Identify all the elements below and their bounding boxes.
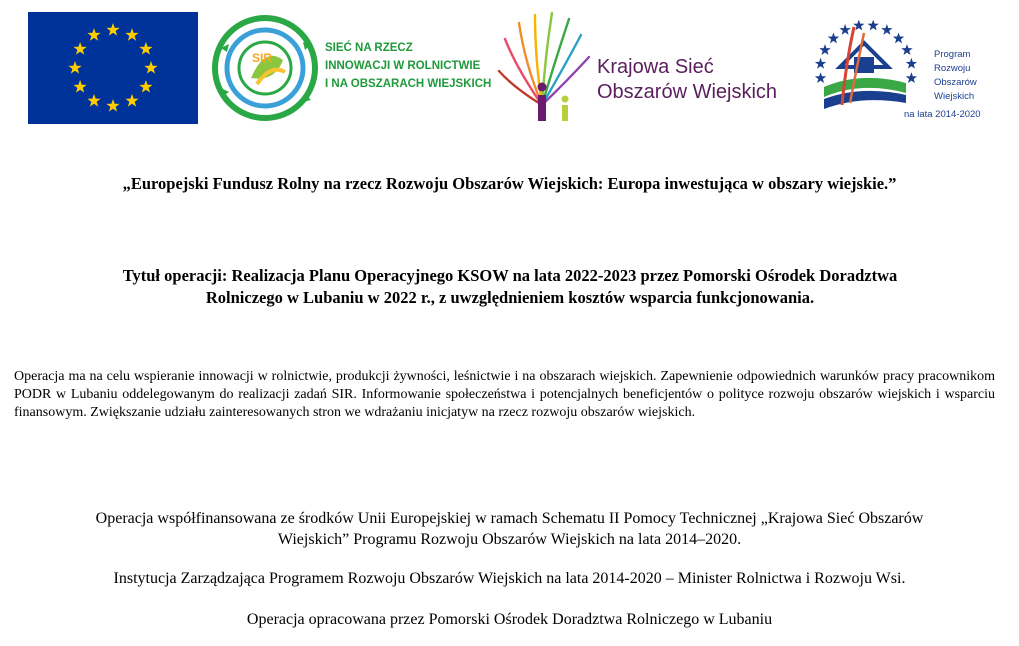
- prow-star: [906, 72, 917, 83]
- ksow-logo: [497, 9, 792, 127]
- prow-line-4: Wiejskich: [934, 91, 975, 102]
- ksow-name-line-2: Obszarów Wiejskich: [597, 81, 778, 103]
- operation-description: Operacja ma na celu wspieranie innowacji w rolnictwie, produkcji żywności, leśnictwie i na obszarach wiejskich. Zapewnienie odpowiednich warunków pracy pracownikom PODR w Lubaniu oddelegowanym do realizacji zadań SIR. Informowanie społeczeństwa i potencjalnych beneficjentów o polityce rozwoju obszarów wiejskich i wsparciu finansowym. Zwiększanie udziału zainteresowanych stron we wdrażaniu inicjatyw na rzecz rozwoju obszarów wiejskich.: [14, 369, 995, 420]
- sir-caption-line-1: SIEĆ NA RZECZ: [325, 42, 413, 54]
- program-motto: „Europejski Fundusz Rolny na rzecz Rozwoju Obszarów Wiejskich: Europa inwestująca w obszary wiejskie.”: [122, 174, 897, 193]
- prepared-by: Operacja opracowana przez Pomorski Ośrodek Doradztwa Rolniczego w Lubaniu: [246, 611, 773, 628]
- operation-title: [40, 265, 980, 309]
- cofinancing-statement: [10, 508, 1009, 550]
- operation-title-line-2: Rolniczego w Lubaniu w 2022 r., z uwzględnieniem kosztów wsparcia funkcjonowania.: [205, 288, 815, 307]
- sir-logo: [207, 9, 492, 127]
- prow-star: [893, 32, 904, 43]
- sir-emblem-text: SIR: [252, 51, 273, 65]
- cofinancing-line-1: Operacja współfinansowana ze środków Unii Europejskiej w ramach Schematu II Pomocy Technicznej „Krajowa Sieć Obszarów: [95, 510, 924, 527]
- operation-title-line-1: Tytuł operacji: Realizacja Planu Operacyjnego KSOW na lata 2022-2023 przez Pomorski Ośrodek Doradztwa: [122, 266, 898, 285]
- eu-flag-logo: [28, 12, 198, 124]
- prow-star: [815, 72, 826, 83]
- prow-line-3: Obszarów: [934, 77, 977, 88]
- logo-strip: [0, 0, 1019, 140]
- prow-star: [901, 44, 912, 55]
- prow-line-1: Program: [934, 49, 971, 60]
- prow-star: [906, 58, 917, 69]
- prow-star: [815, 58, 826, 69]
- prow-star: [819, 44, 830, 55]
- prow-star: [881, 24, 892, 35]
- prow-logo: [806, 13, 992, 125]
- prow-star: [839, 24, 850, 35]
- prow-period: na lata 2014-2020: [904, 109, 981, 120]
- managing-authority: Instytucja Zarządzająca Programem Rozwoju Obszarów Wiejskich na lata 2014-2020 – Minister Rolnictwa i Rozwoju Wsi.: [113, 570, 906, 587]
- sir-caption-line-2: INNOWACJI W ROLNICTWIE: [325, 60, 481, 72]
- prow-line-2: Rozwoju: [934, 63, 971, 74]
- ksow-name-line-1: Krajowa Sieć: [597, 56, 714, 78]
- cofinancing-line-2: Wiejskich” Programu Rozwoju Obszarów Wiejskich na lata 2014–2020.: [277, 531, 742, 548]
- prow-star: [867, 20, 878, 31]
- prow-star: [828, 32, 839, 43]
- sir-caption-line-3: I NA OBSZARACH WIEJSKICH: [325, 78, 492, 90]
